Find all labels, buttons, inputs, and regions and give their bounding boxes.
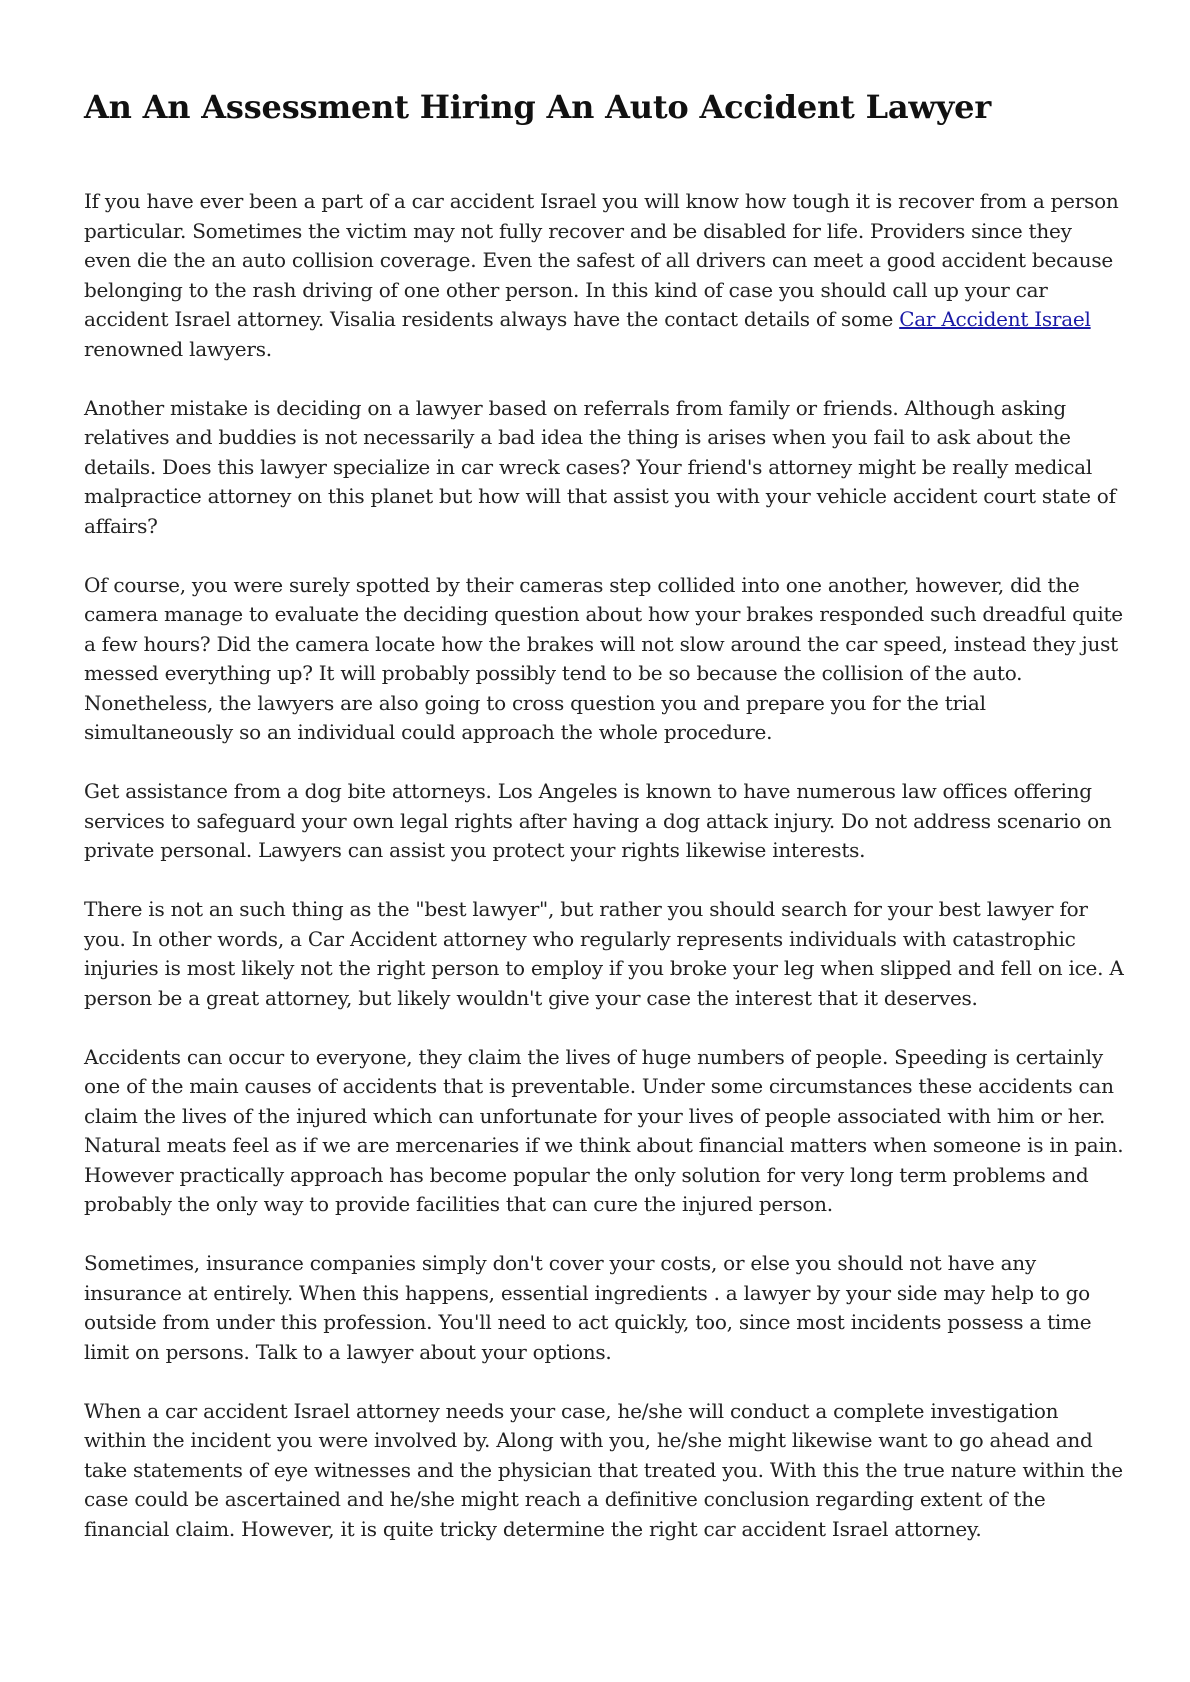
paragraph-6: Accidents can occur to everyone, they claim the lives of huge numbers of people. Speeding is certainly one of the main causes of accidents that is preventable. Under some circumstances these accidents can claim the lives of the injured which can unfortunate for your lives of people associated with him or her. Natural meats feel as if we are mercenaries if we think about financial matters when someone is in pain. However practically approach has become popular the only solution for very long term problems and probably the only way to provide facilities that can cure the injured person. xyxy=(84,1044,1124,1216)
paragraph-1 xyxy=(84,187,1124,364)
car-accident-israel-link[interactable]: Car Accident Israel xyxy=(899,307,1091,331)
paragraph-5: There is not an such thing as the "best lawyer", but rather you should search for your best lawyer for you. In other words, a Car Accident attorney who regularly represents individuals with catastrophic injuries is most likely not the right person to employ if you broke your leg when slipped and fell on ice. A person be a great attorney, but likely wouldn't give your case the interest that it deserves. xyxy=(84,897,1124,1010)
article-body xyxy=(84,187,1124,1574)
paragraph-1-text-before-link: If you have ever been a part of a car accident Israel you will know how tough it is recover from a person particular. Sometimes the victim may not fully recover and be disabled for life. Providers since they even die the an auto collision coverage. Even the safest of all drivers can meet a good accident because belonging to the rash driving of one other person. In this kind of case you should call up your car accident Israel attorney. Visalia residents always have the contact details of some xyxy=(84,189,1119,331)
paragraph-8: When a car accident Israel attorney needs your case, he/she will conduct a complete investigation within the incident you were involved by. Along with you, he/she might likewise want to go ahead and take statements of eye witnesses and the physician that treated you. With this the true nature within the case could be ascertained and he/she might reach a definitive conclusion regarding extent of the financial claim. However, it is quite tricky determine the right car accident Israel attorney. xyxy=(84,1398,1123,1541)
paragraph-7: Sometimes, insurance companies simply don't cover your costs, or else you should not have any insurance at entirely. When this happens, essential ingredients . a lawyer by your side may help to go outside from under this profession. You'll need to act quickly, too, since most incidents possess a time limit on persons. Talk to a lawyer about your options. xyxy=(84,1251,1092,1364)
paragraph-3: Of course, you were surely spotted by their cameras step collided into one another, however, did the camera manage to evaluate the deciding question about how your brakes responded such dreadful quite a few hours? Did the camera locate how the brakes will not slow around the car speed, instead they just messed everything up? It will probably possibly tend to be so because the collision of the auto. Nonetheless, the lawyers are also going to cross question you and prepare you for the trial simultaneously so an individual could approach the whole procedure. xyxy=(84,572,1123,744)
paragraph-1-text-after-link: renowned lawyers. xyxy=(84,336,272,361)
paragraph-4: Get assistance from a dog bite attorneys. Los Angeles is known to have numerous law offices offering services to safeguard your own legal rights after having a dog attack injury. Do not address scenario on private personal. Lawyers can assist you protect your rights likewise interests. xyxy=(84,779,1112,862)
page-title: An An Assessment Hiring An Auto Accident Lawyer xyxy=(84,88,991,126)
paragraph-2: Another mistake is deciding on a lawyer based on referrals from family or friends. Although asking relatives and buddies is not necessarily a bad idea the thing is arises when you fail to ask about the details. Does this lawyer specialize in car wreck cases? Your friend's attorney might be really medical malpractice attorney on this planet but how will that assist you with your vehicle accident court state of affairs? xyxy=(84,395,1116,538)
